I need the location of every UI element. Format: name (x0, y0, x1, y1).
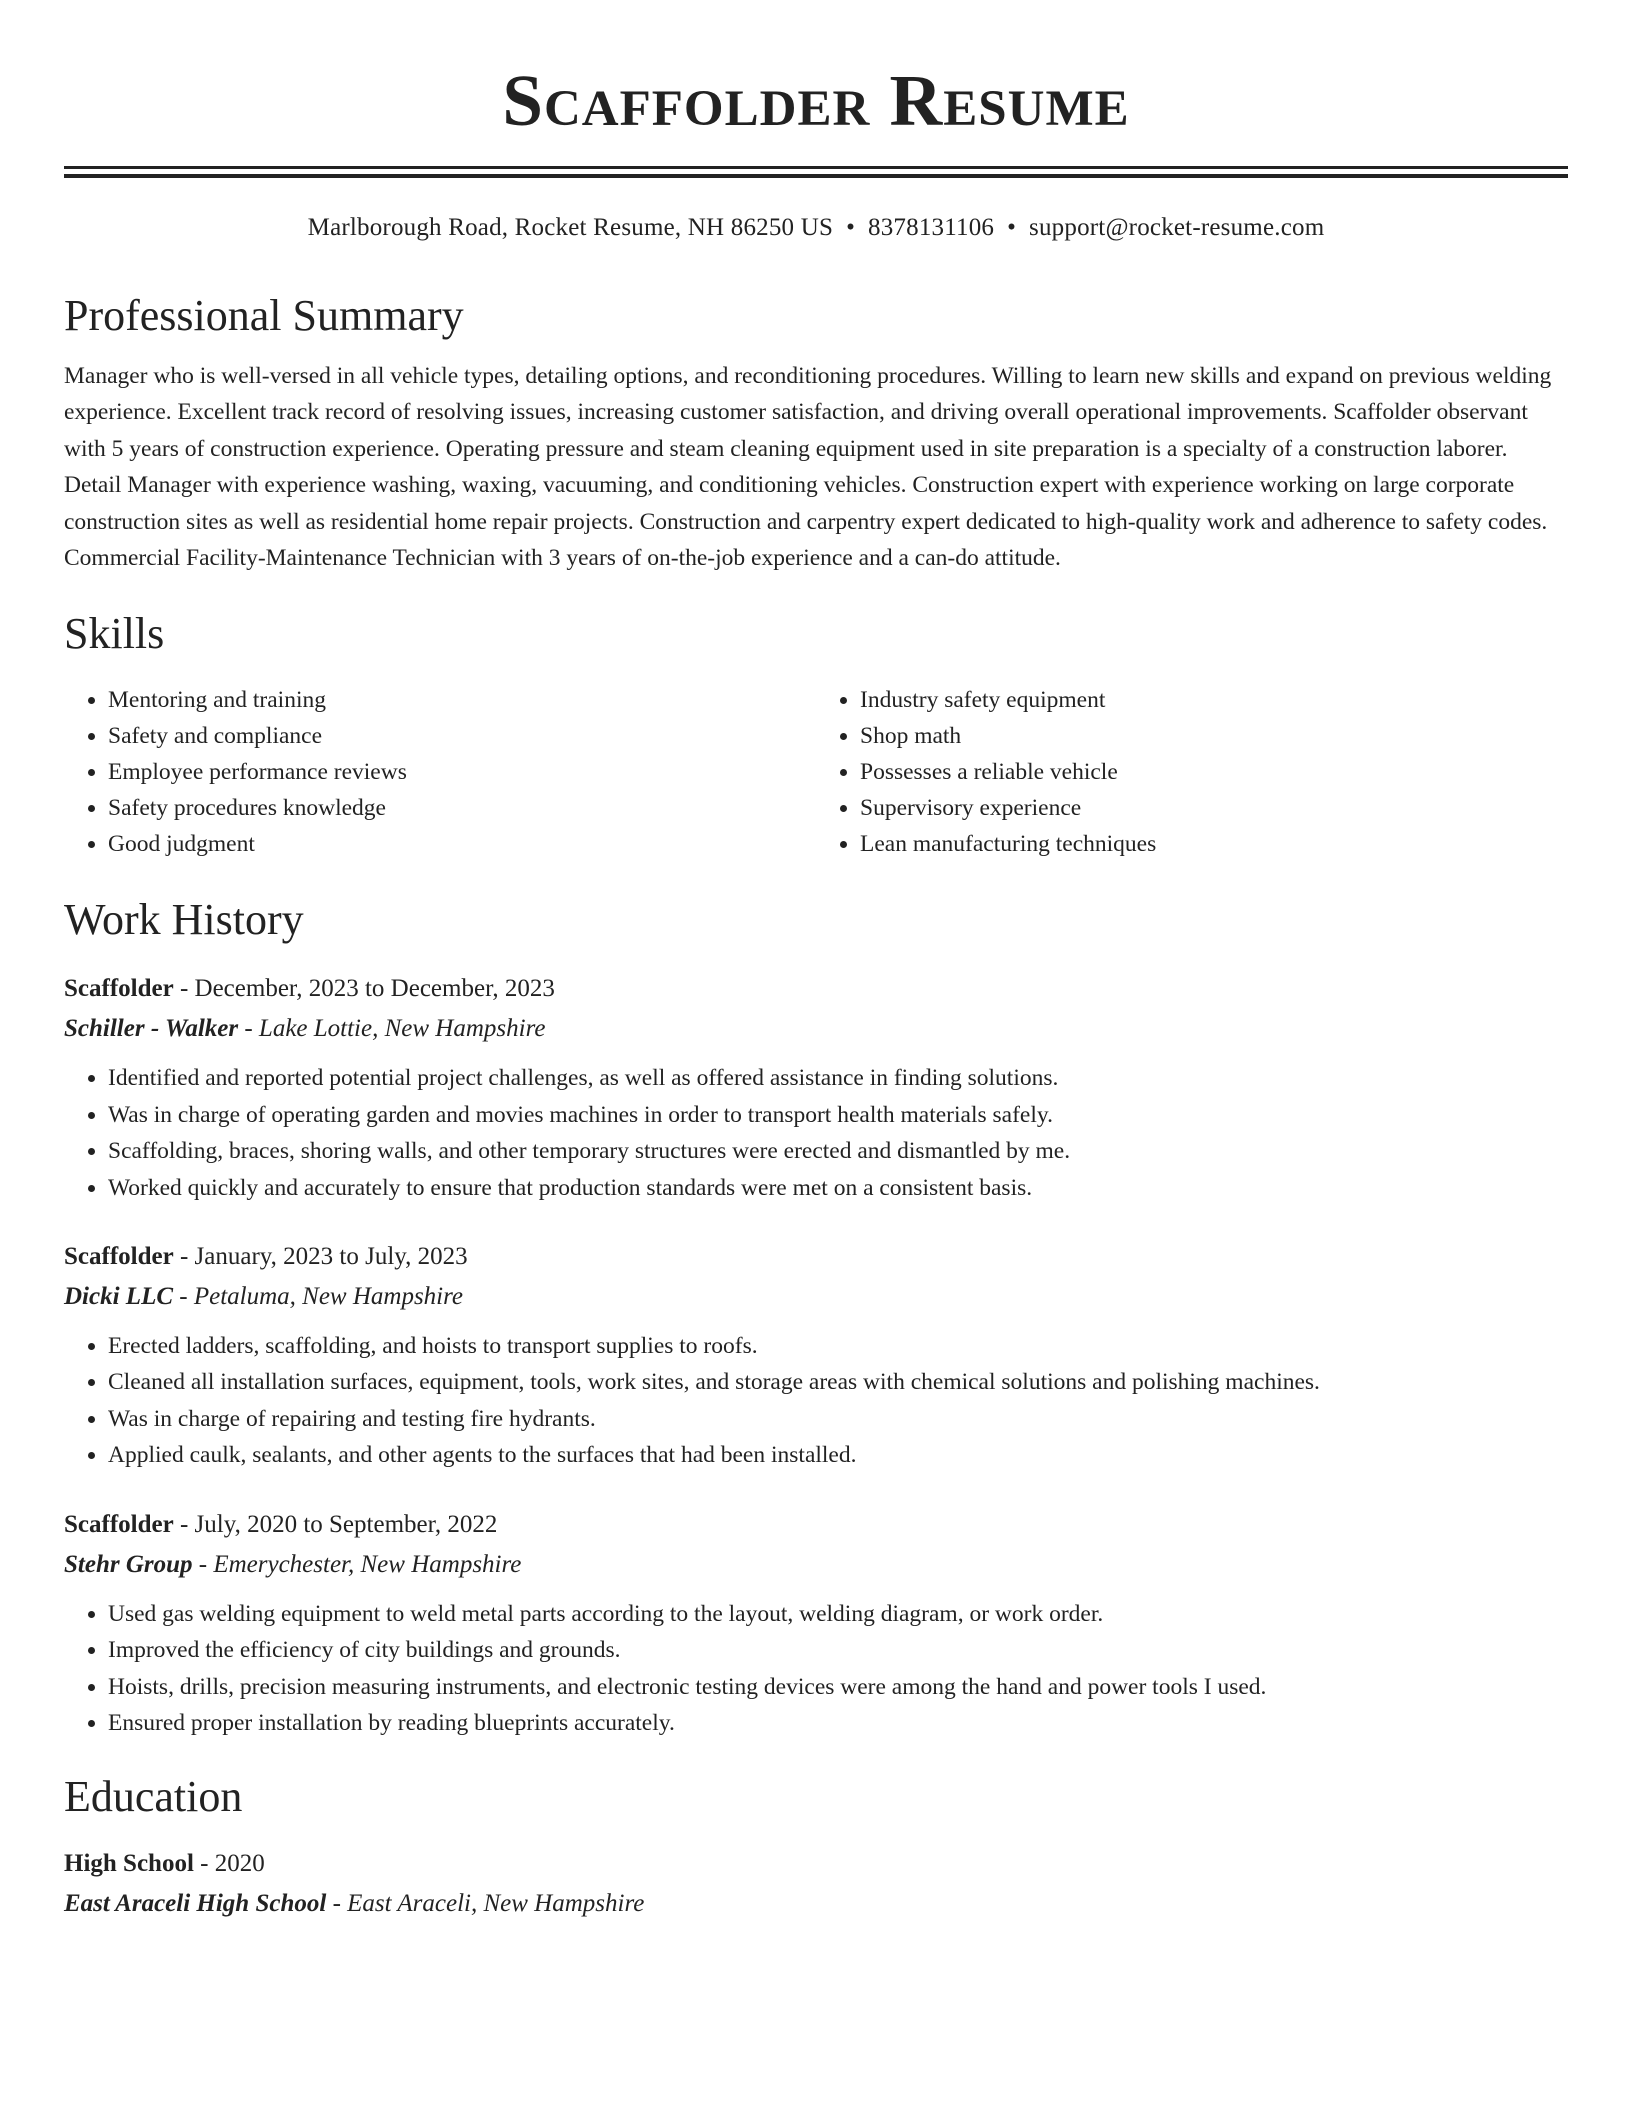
education-entry (64, 1845, 1568, 1923)
skill-item: • Possesses a reliable vehicle (860, 754, 1568, 790)
skill-item: • Employee performance reviews (108, 754, 816, 790)
job-bullet: • Hoists, drills, precision measuring instruments, and electronic testing devices were among the hand and power tools I used. (108, 1669, 1568, 1705)
skill-item: • Mentoring and training (108, 682, 816, 718)
job-company: Schiller - Walker (64, 1015, 239, 1043)
skills-heading: Skills (64, 609, 165, 659)
skills-column-left (64, 682, 816, 862)
job-employer (64, 1278, 1568, 1316)
skills-list (64, 682, 1568, 862)
contact-separator: • (846, 214, 856, 241)
job-role: Scaffolder (64, 1510, 174, 1538)
job-bullet: • Identified and reported potential project challenges, as well as offered assistance in finding solutions. (108, 1060, 1568, 1096)
job-company: Dicki LLC (64, 1283, 174, 1311)
education-school-line (64, 1885, 1568, 1923)
job-employer (64, 1010, 1568, 1048)
skill-item: • Industry safety equipment (860, 682, 1568, 718)
contact-email: support@rocket-resume.com (1029, 214, 1325, 241)
job-bullet: • Ensured proper installation by reading blueprints accurately. (108, 1705, 1568, 1741)
contact-phone: 8378131106 (868, 214, 995, 241)
job-location: - Lake Lottie, New Hampshire (238, 1015, 546, 1043)
job-bullet: • Was in charge of operating garden and movies machines in order to transport health materials safely. (108, 1097, 1568, 1133)
job-bullets (64, 1596, 1568, 1742)
job-bullets (64, 1060, 1568, 1206)
job-heading (64, 1506, 1568, 1544)
page-title: Scaffolder Resume (502, 60, 1130, 141)
skills-column-right (816, 682, 1568, 862)
education-school: East Araceli High School (64, 1890, 327, 1918)
work-history-heading: Work History (64, 895, 304, 945)
job-dates: - December, 2023 to December, 2023 (173, 975, 555, 1003)
job-heading (64, 1238, 1568, 1276)
job-bullet: • Worked quickly and accurately to ensure that production standards were met on a consistent basis. (108, 1170, 1568, 1206)
summary-heading: Professional Summary (64, 291, 464, 340)
skill-item: • Safety procedures knowledge (108, 790, 816, 826)
skill-item: • Lean manufacturing techniques (860, 826, 1568, 862)
education-year: - 2020 (193, 1850, 265, 1878)
job-entry (64, 1506, 1568, 1742)
job-entry (64, 970, 1568, 1206)
job-bullet: • Applied caulk, sealants, and other agents to the surfaces that had been installed. (108, 1437, 1568, 1473)
summary-text: Manager who is well-versed in all vehicle types, detailing options, and reconditioning procedures. Willing to learn new skills and expand on previous welding experience. Excellent track record of resolving issues, increasing customer satisfaction, and driving overall operational improvements. Scaffolder observant with 5 years of construction experience. Operating pressure and steam cleaning equipment used in site preparation is a specialty of a construction laborer. Detail Manager with experience washing, waxing, vacuuming, and conditioning vehicles. Construction expert with experience working on large corporate construction sites as well as residential home repair projects. Construction and carpentry expert dedicated to high-quality work and adherence to safety codes. Commercial Facility-Maintenance Technician with 3 years of on-the-job experience and a can-do attitude. (64, 363, 1552, 572)
skill-item: • Good judgment (108, 826, 816, 862)
skill-item: • Supervisory experience (860, 790, 1568, 826)
education-location: - East Araceli, New Hampshire (326, 1890, 645, 1918)
job-role: Scaffolder (64, 975, 174, 1003)
education-heading: Education (64, 1772, 243, 1822)
job-bullet: • Scaffolding, braces, shoring walls, and other temporary structures were erected and dismantled by me. (108, 1133, 1568, 1169)
contact-line (64, 212, 1568, 244)
job-company: Stehr Group (64, 1550, 193, 1578)
job-location: - Emerychester, New Hampshire (192, 1550, 522, 1578)
job-role: Scaffolder (64, 1243, 174, 1271)
job-bullets (64, 1328, 1568, 1474)
job-dates: - July, 2020 to September, 2022 (173, 1510, 498, 1538)
job-location: - Petaluma, New Hampshire (173, 1283, 464, 1311)
job-bullet: • Was in charge of repairing and testing fire hydrants. (108, 1401, 1568, 1437)
education-degree-line (64, 1845, 1568, 1883)
job-bullet: • Cleaned all installation surfaces, equipment, tools, work sites, and storage areas with chemical solutions and polishing machines. (108, 1364, 1568, 1400)
education-degree: High School (64, 1850, 194, 1878)
job-bullet: • Used gas welding equipment to weld metal parts according to the layout, welding diagram, or work order. (108, 1596, 1568, 1632)
job-entry (64, 1238, 1568, 1474)
job-heading (64, 970, 1568, 1008)
skill-item: • Shop math (860, 718, 1568, 754)
skill-item: • Safety and compliance (108, 718, 816, 754)
contact-address: Marlborough Road, Rocket Resume, NH 86250 US (307, 214, 834, 241)
job-dates: - January, 2023 to July, 2023 (173, 1243, 468, 1271)
job-employer (64, 1546, 1568, 1584)
contact-separator: • (1007, 214, 1017, 241)
title-divider (64, 166, 1568, 178)
job-bullet: • Improved the efficiency of city buildings and grounds. (108, 1632, 1568, 1668)
job-bullet: • Erected ladders, scaffolding, and hoists to transport supplies to roofs. (108, 1328, 1568, 1364)
